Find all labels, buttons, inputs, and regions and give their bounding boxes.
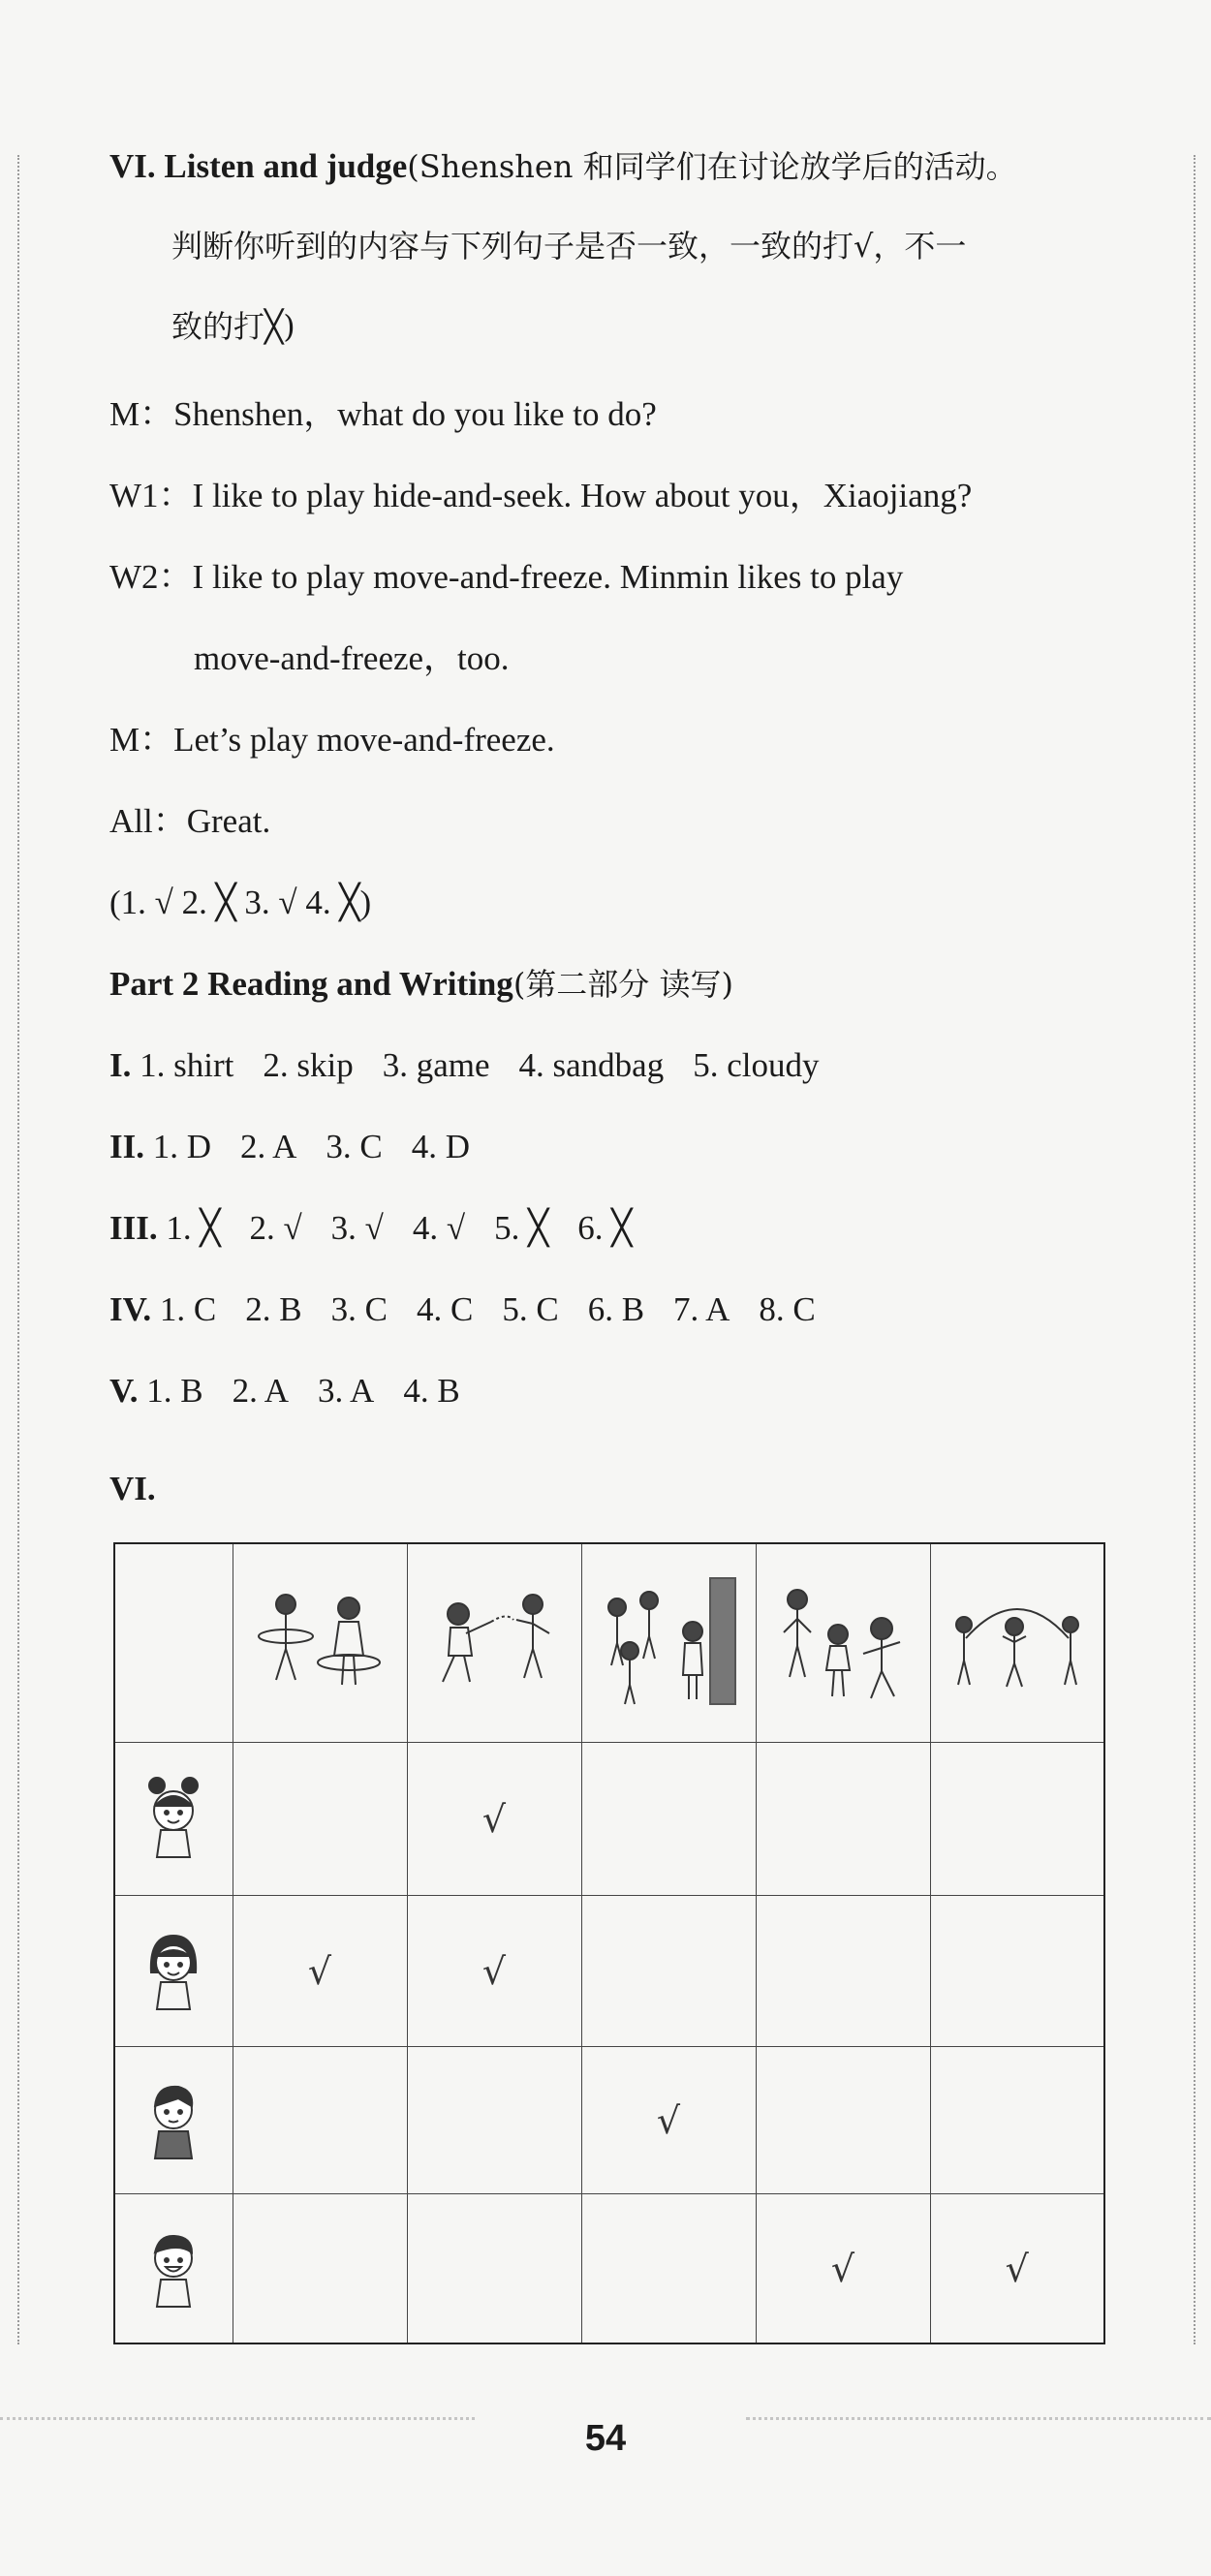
check-cell	[233, 1743, 407, 1896]
answer-label: III.	[109, 1209, 158, 1247]
boy-short-hair-icon	[140, 2073, 207, 2162]
answer-item: 1. shirt	[140, 1046, 234, 1084]
dialogue-line: M：Let’s play move-and-freeze.	[109, 721, 555, 759]
check-cell	[930, 2194, 1104, 2343]
check-cell	[233, 1896, 407, 2047]
check-cell	[930, 1743, 1104, 1896]
answer-item: 4. D	[411, 1128, 471, 1165]
answer-label: IV.	[109, 1290, 152, 1328]
left-margin-guide	[17, 155, 19, 2344]
answer-item: 5. cloudy	[693, 1046, 820, 1084]
check-cell	[930, 1896, 1104, 2047]
answer-row-ii	[109, 1126, 499, 1168]
answer-item: 4. √	[412, 1209, 466, 1247]
table-row	[114, 1743, 1104, 1896]
activity-throw-catch-picture	[407, 1543, 581, 1743]
section-vi-instruction-2: 判断你听到的内容与下列句子是否一致，一致的打√，不一	[171, 228, 967, 264]
answer-item: 1. D	[152, 1128, 212, 1165]
part2-heading	[109, 963, 733, 1006]
answer-item: 1. B	[146, 1372, 203, 1410]
girl-with-bob-icon	[140, 1924, 207, 2013]
part2-subtitle: (第二部分 读写)	[512, 966, 733, 1003]
hide-seek-kids-icon	[596, 1573, 741, 1709]
boy-smiling-icon	[140, 2221, 207, 2311]
answer-item: 2. √	[249, 1209, 302, 1247]
answer-item: 8. C	[759, 1290, 816, 1328]
answer-label: V.	[109, 1372, 139, 1410]
activity-table	[113, 1542, 1105, 2344]
part2-title: Part 2 Reading and Writing	[109, 965, 513, 1003]
move-freeze-kids-icon	[770, 1578, 916, 1704]
answer-item: 1. ╳	[166, 1209, 221, 1247]
answer-item: 2. A	[232, 1372, 289, 1410]
answer-row-i	[109, 1044, 848, 1087]
answer-item: 2. A	[240, 1128, 297, 1165]
check-cell	[581, 1896, 756, 2047]
check-cell	[233, 2194, 407, 2343]
check-cell	[407, 1743, 581, 1896]
answer-item: 2. B	[245, 1290, 302, 1328]
footer-rule-right	[746, 2417, 1211, 2420]
answer-label: VI.	[109, 1470, 156, 1507]
answer-item: 5. C	[502, 1290, 559, 1328]
section-vi-instruction-3: 致的打╳)	[171, 308, 295, 345]
check-cell	[233, 2047, 407, 2194]
listening-answers: (1. √ 2. ╳ 3. √ 4. ╳)	[109, 884, 372, 921]
dialogue-line: W2：I like to play move-and-freeze. Minmin likes to play	[109, 558, 904, 596]
answer-item: 3. game	[382, 1046, 490, 1084]
table-row	[114, 2194, 1104, 2343]
answer-item: 1. C	[159, 1290, 217, 1328]
answer-row-v	[109, 1370, 489, 1412]
throw-catch-kids-icon	[421, 1583, 567, 1699]
answer-item: 3. C	[330, 1290, 388, 1328]
answer-row-vi	[109, 1468, 156, 1510]
dialogue-line: M：Shenshen，what do you like to do?	[109, 395, 657, 433]
check-mark: √	[307, 1949, 332, 1993]
check-cell	[756, 1896, 930, 2047]
activity-move-freeze-picture	[756, 1543, 930, 1743]
corner-cell	[114, 1543, 233, 1743]
hula-hoop-kids-icon	[247, 1583, 392, 1699]
check-cell	[930, 2047, 1104, 2194]
check-mark: √	[481, 1797, 507, 1841]
check-mark: √	[830, 2247, 855, 2290]
table-row	[114, 2047, 1104, 2194]
answer-item: 6. B	[587, 1290, 645, 1328]
section-vi-heading-line	[109, 145, 1017, 188]
answer-item: 2. skip	[263, 1046, 354, 1084]
check-mark: √	[1005, 2247, 1029, 2290]
answer-row-iii	[109, 1207, 661, 1250]
child-portrait-cell	[114, 2194, 233, 2343]
section-vi-instruction-1: (Shenshen 和同学们在讨论放学后的活动。	[407, 148, 1017, 185]
check-cell	[407, 1896, 581, 2047]
answer-label: II.	[109, 1128, 144, 1165]
activity-hide-seek-picture	[581, 1543, 756, 1743]
check-cell	[756, 1743, 930, 1896]
dialogue-line: All：Great.	[109, 802, 271, 840]
skip-rope-kids-icon	[945, 1588, 1090, 1694]
footer-rule-left	[0, 2417, 475, 2420]
child-portrait-cell	[114, 1743, 233, 1896]
answer-item: 4. B	[403, 1372, 460, 1410]
answer-item: 3. A	[317, 1372, 375, 1410]
check-cell	[407, 2047, 581, 2194]
table-row	[114, 1896, 1104, 2047]
right-margin-guide	[1194, 155, 1195, 2344]
activity-header-row	[114, 1543, 1104, 1743]
check-cell	[581, 2047, 756, 2194]
dialogue-line: W1：I like to play hide-and-seek. How about you，Xiaojiang?	[109, 477, 973, 514]
check-cell	[407, 2194, 581, 2343]
check-mark: √	[481, 1949, 507, 1993]
page-number: 54	[584, 2418, 627, 2459]
answer-item: 6. ╳	[577, 1209, 633, 1247]
answer-item: 4. C	[416, 1290, 474, 1328]
answer-row-iv	[109, 1288, 845, 1331]
section-vi-instruction-2-line	[171, 225, 966, 267]
answer-item: 5. ╳	[494, 1209, 549, 1247]
check-cell	[581, 1743, 756, 1896]
check-cell	[756, 2194, 930, 2343]
activity-hula-hoop-picture	[233, 1543, 407, 1743]
dialogue-line: move-and-freeze，too.	[194, 639, 510, 677]
answer-item: 3. C	[326, 1128, 383, 1165]
answer-label: I.	[109, 1046, 132, 1084]
answer-item: 7. A	[673, 1290, 730, 1328]
section-vi-instruction-3-line	[171, 305, 295, 348]
check-mark: √	[656, 2098, 681, 2142]
answer-item: 4. sandbag	[518, 1046, 665, 1084]
girl-with-buns-icon	[140, 1772, 207, 1861]
activity-skip-rope-picture	[930, 1543, 1104, 1743]
check-cell	[581, 2194, 756, 2343]
answer-item: 3. √	[330, 1209, 384, 1247]
section-vi-heading: VI. Listen and judge	[109, 147, 408, 185]
child-portrait-cell	[114, 1896, 233, 2047]
child-portrait-cell	[114, 2047, 233, 2194]
check-cell	[756, 2047, 930, 2194]
